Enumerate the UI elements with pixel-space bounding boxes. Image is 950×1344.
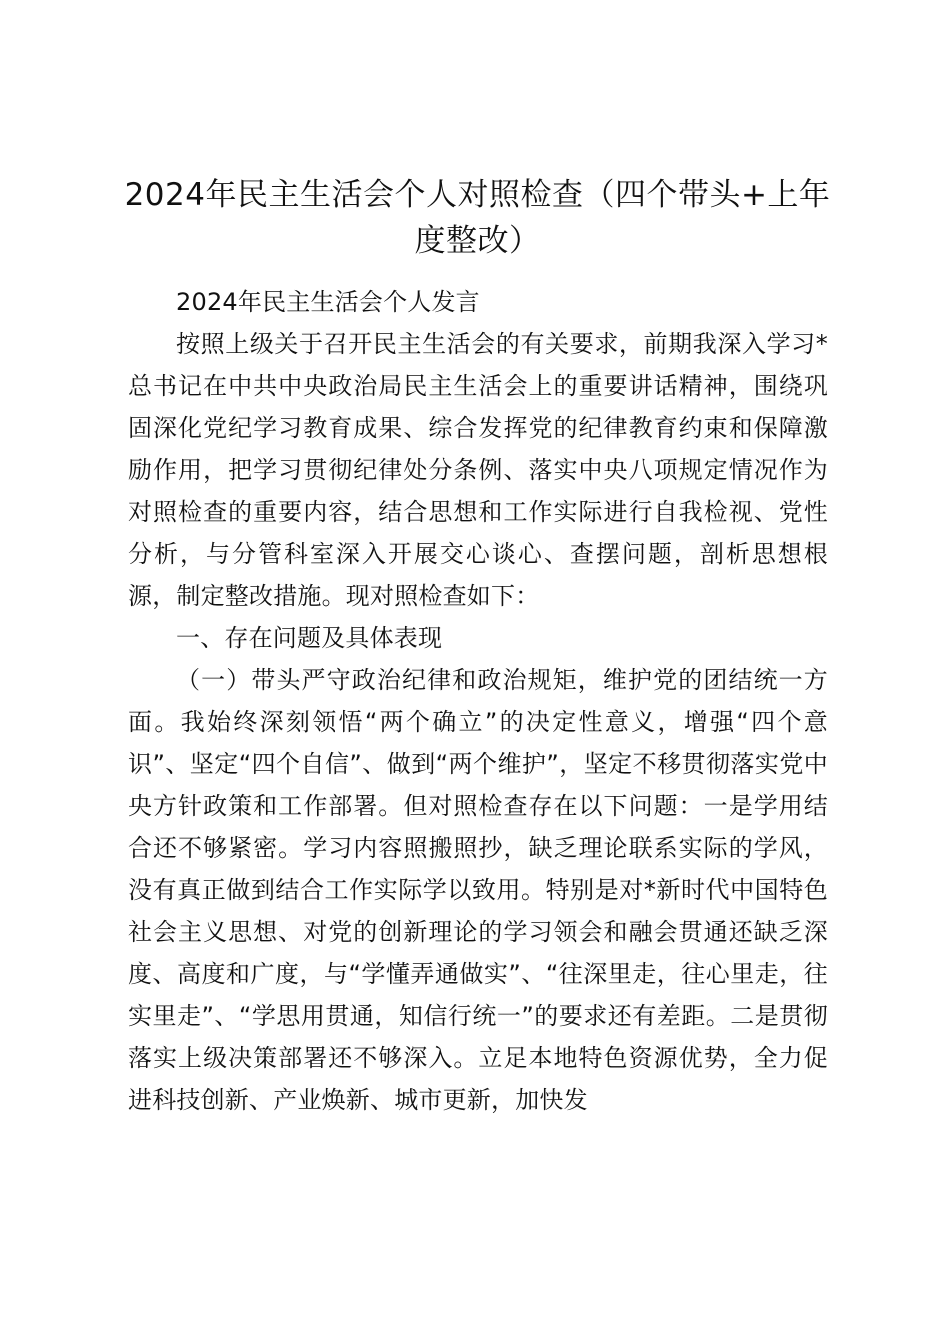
subtitle-paragraph: 2024年民主生活会个人发言 [176,288,480,316]
section-1-paragraph: （一）带头严守政治纪律和政治规矩，维护党的团结统一方面。我始终深刻领悟“两个确立”的决定性意义，增强“四个意识”、坚定“四个自信”、做到“两个维护”，坚定不移贯彻落实党中央方针政策和工作部署。但对照检查存在以下问题：一是学用结合还不够紧密。学习内容照搬照抄，缺乏理论联系实际的学风，没有真正做到结合工作实际学以致用。特别是对*新时代中国特色社会主义思想、对党的创新理论的学习领会和融会贯通还缺乏深度、高度和广度，与“学懂弄通做实”、“往深里走，往心里走，往实里走”、“学思用贯通，知信行统一”的要求还有差距。二是贯彻落实上级决策部署还不够深入。立足本地特色资源优势，全力促进科技创新、产业焕新、城市更新，加快发 [128,666,828,1114]
intro-paragraph: 按照上级关于召开民主生活会的有关要求，前期我深入学习*总书记在中共中央政治局民主生活会上的重要讲话精神，围绕巩固深化党纪学习教育成果、综合发挥党的纪律教育约束和保障激励作用，把学习贯彻纪律处分条例、落实中央八项规定情况作为对照检查的重要内容，结合思想和工作实际进行自我检视、党性分析，与分管科室深入开展交心谈心、查摆问题，剖析思想根源，制定整改措施。现对照检查如下： [128,330,828,610]
section-heading: 一、存在问题及具体表现 [176,624,443,652]
document-title: 2024年民主生活会个人对照检查（四个带头+上年度整改） [124,177,831,259]
document-body [128,281,828,1121]
